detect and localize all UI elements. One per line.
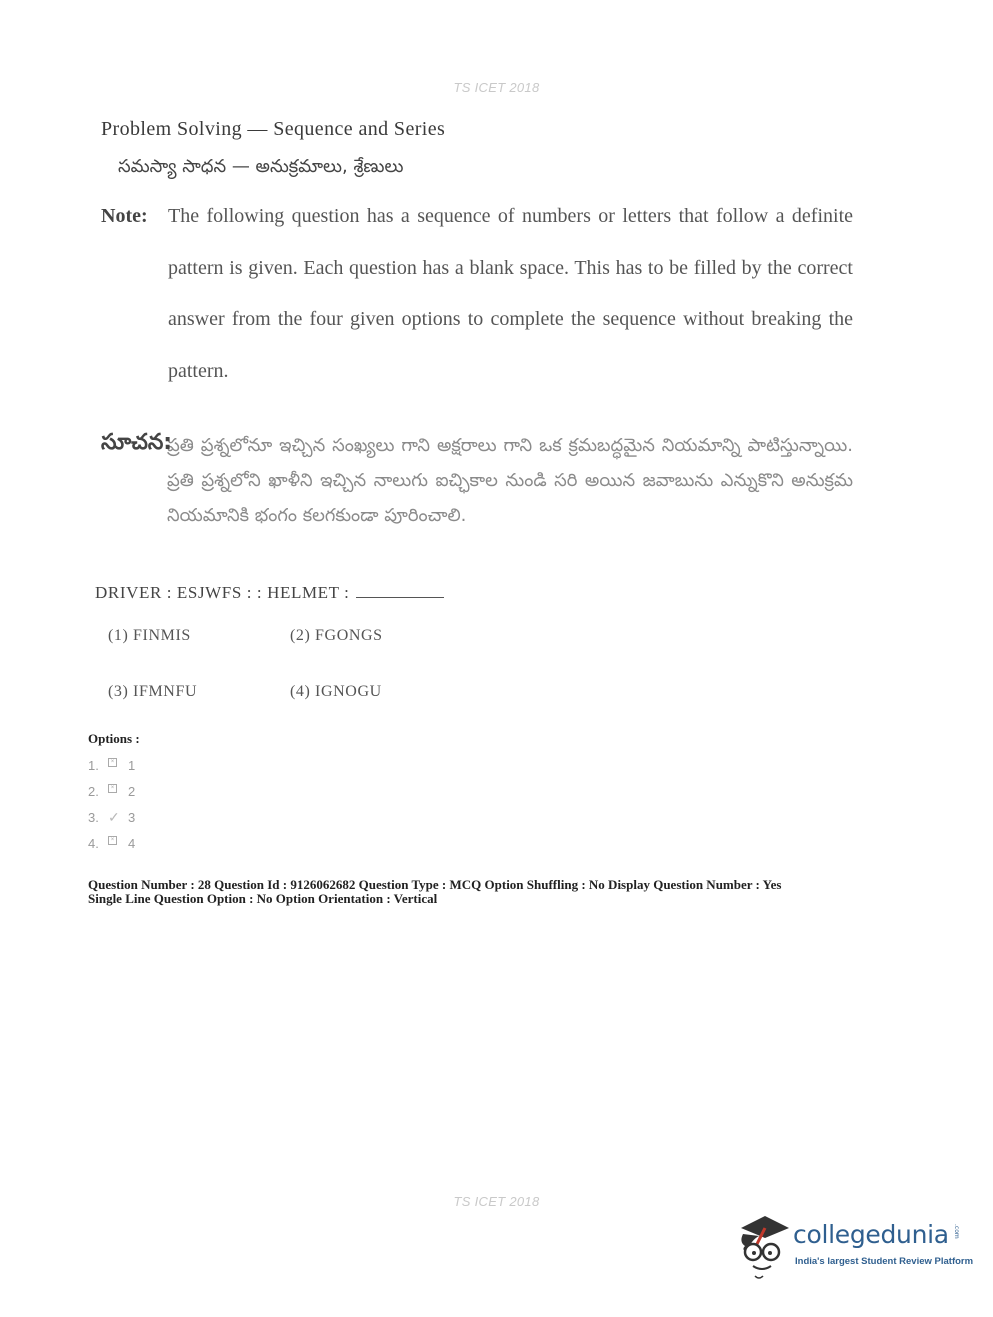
note-text: The following question has a sequence of numbers or letters that follow a definite pattern is given. Each question has a blank space. This has to be filled by the correct answer from the four given options to complete the sequence without breaking the pattern. xyxy=(168,205,853,382)
answer-blank xyxy=(356,583,444,598)
option-row-1 xyxy=(88,752,135,778)
choice-1: (1) FINMIS xyxy=(108,627,191,644)
metadata-line-2: Single Line Question Option : No Option Orientation : Vertical xyxy=(88,891,438,906)
note-label: Note: xyxy=(101,205,148,227)
suchana-block xyxy=(101,428,853,533)
option-value: 3 xyxy=(128,809,136,825)
choice-3: (3) IFMNFU xyxy=(108,683,198,700)
option-row-2 xyxy=(88,778,135,804)
choice-4: (4) IGNOGU xyxy=(290,683,382,700)
question-stem xyxy=(95,583,444,603)
cross-box-icon: × xyxy=(108,784,117,793)
suchana-label: సూచన: xyxy=(101,430,173,455)
note-block xyxy=(101,205,853,397)
section-title-telugu: సమస్యా సాధన — అనుక్రమాలు, శ్రేణులు xyxy=(118,156,404,177)
option-value: 1 xyxy=(128,757,136,773)
cross-box-icon: × xyxy=(108,758,117,767)
collegedunia-logo xyxy=(735,1210,974,1280)
section-title-english: Problem Solving — Sequence and Series xyxy=(101,118,446,140)
footer-watermark: TS ICET 2018 xyxy=(453,1194,540,1209)
question-text: DRIVER : ESJWFS : : HELMET : xyxy=(95,583,350,602)
check-icon: ✓ xyxy=(108,808,120,825)
cross-box-icon: × xyxy=(108,836,117,845)
option-value: 4 xyxy=(128,835,136,851)
logo-suffix: .com xyxy=(953,1224,960,1239)
option-row-4 xyxy=(88,830,135,856)
option-number: 3. xyxy=(88,809,99,825)
logo-name: collegedunia xyxy=(793,1220,949,1249)
question-metadata xyxy=(88,878,888,906)
logo-tagline: India's largest Student Review Platform xyxy=(795,1256,974,1267)
option-row-3 xyxy=(88,804,135,830)
option-number: 4. xyxy=(88,835,99,851)
option-number: 1. xyxy=(88,757,99,773)
option-number: 2. xyxy=(88,783,99,799)
metadata-line-1: Question Number : 28 Question Id : 9126062682 Question Type : MCQ Option Shuffling : No Display Question Number : Yes xyxy=(88,877,782,892)
header-watermark: TS ICET 2018 xyxy=(453,80,540,95)
choice-2: (2) FGONGS xyxy=(290,627,383,644)
suchana-text: ప్రతి ప్రశ్నలోనూ ఇచ్చిన సంఖ్యలు గాని అక్షరాలు గాని ఒక క్రమబద్ధమైన నియమాన్ని పాటిస్తున్నాయి. ప్రతి ప్రశ్నలోని ఖాళీని ఇచ్చిన నాలుగు ఐచ్ఛికాల నుండి సరి అయిన జవాబును ఎన్నుకొని అనుక్రమ నియమానికి భంగం కలగకుండా పూరించాలి. xyxy=(167,435,853,526)
mascot-icon xyxy=(735,1210,793,1280)
options-list xyxy=(88,752,135,856)
option-value: 2 xyxy=(128,783,136,799)
options-heading: Options : xyxy=(88,731,140,746)
